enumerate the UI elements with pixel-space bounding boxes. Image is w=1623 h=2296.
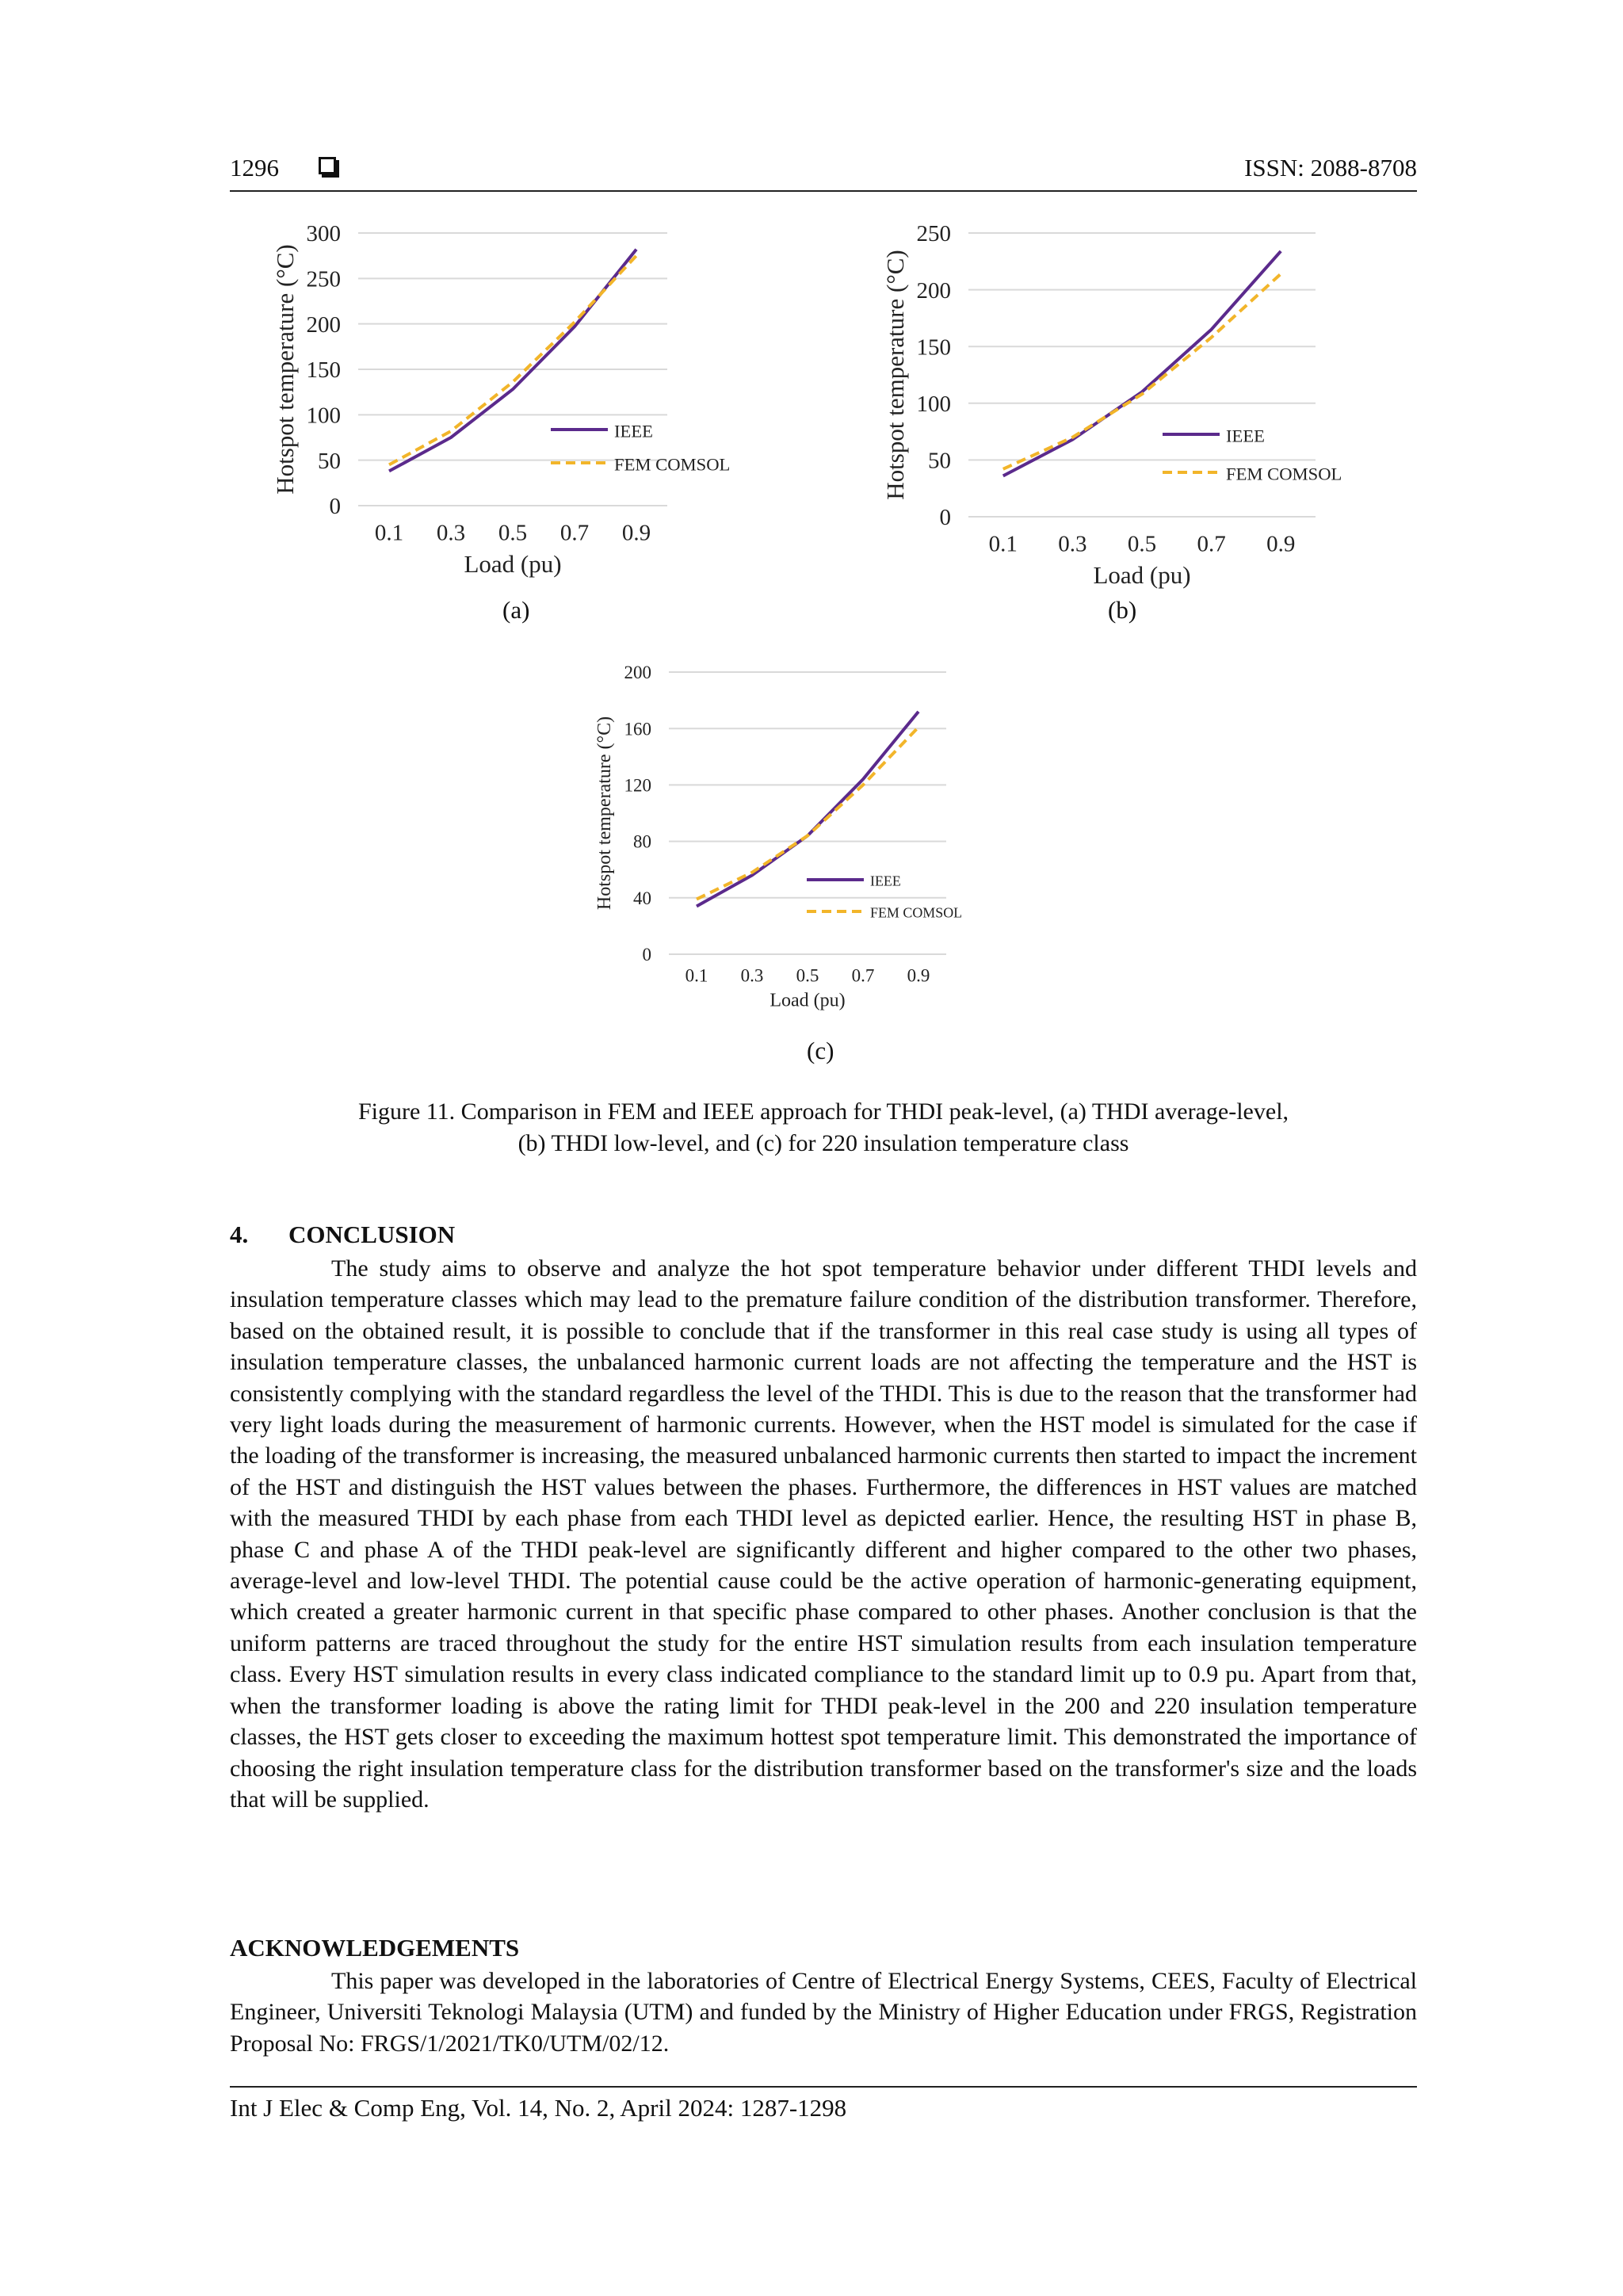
footer-citation: Int J Elec & Comp Eng, Vol. 14, No. 2, April 2024: 1287-1298 [230, 2094, 847, 2122]
legend-label: FEM COMSOL [614, 454, 731, 475]
y-tick-label: 80 [633, 831, 651, 852]
legend-label: IEEE [870, 873, 901, 889]
x-tick-label: 0.1 [988, 531, 1018, 557]
acknowledgements-paragraph: This paper was developed in the laboratories of Centre of Electrical Energy Systems, CEES, Faculty of Electrical Engineer, Universiti Teknologi Malaysia (UTM) and funded by the Ministry of Higher Education under FRGS, Registration Proposal No: FRGS/1/2021/TK0/UTM/02/12. [230, 1968, 1417, 2057]
series-line-fem-comsol [389, 256, 636, 465]
y-tick-label: 150 [306, 357, 341, 384]
x-tick-label: 0.3 [1058, 531, 1087, 557]
figure-caption-line2: (b) THDI low-level, and (c) for 220 insulation temperature class [517, 1130, 1129, 1156]
x-axis-title: Load (pu) [1093, 560, 1191, 589]
acknowledgements-heading: ACKNOWLEDGEMENTS [230, 1934, 520, 1962]
y-tick-label: 250 [916, 221, 951, 247]
page-number: 1296 [230, 154, 279, 181]
chart-b-label: (b) [1108, 596, 1137, 624]
legend-label: FEM COMSOL [870, 904, 963, 921]
page-header [230, 154, 1417, 192]
chart-c-label: (c) [807, 1037, 834, 1064]
y-tick-label: 40 [633, 888, 651, 908]
square-bullet-icon [319, 157, 336, 174]
y-tick-label: 120 [624, 775, 651, 796]
y-axis-title: Hotspot temperature (°C) [271, 244, 299, 495]
conclusion-paragraph: The study aims to observe and analyze the hot spot temperature behavior under different THDI levels and insulation temperature classes which may lead to the premature failure condition of the distribution transformer. Therefore, based on the obtained result, it is possible to conclude that if the transformer in this real case study is using all types of insulation temperature classes, the unbalanced harmonic current loads are not affecting the temperature and the HST is consistently complying with the standard regardless the level of the THDI. This is due to the reason that the transformer had very light loads during the measurement of harmonic currents. However, when the HST model is simulated for the case if the loading of the transformer is increasing, the measured unbalanced harmonic currents then started to impact the increment of the HST and distinguish the HST values between the phases. Furthermore, the differences in HST values are matched with the measured THDI by each phase from each THDI level as depicted earlier. Hence, the resulting HST in phase B, phase C and phase A of the THDI peak-level are significantly different and higher compared to the other two phases, average-level and low-level THDI. The potential cause could be the active operation of harmonic-generating equipment, which created a greater harmonic current in that specific phase compared to other phases. Another conclusion is that the uniform patterns are traced throughout the study for the entire HST simulation results from each insulation temperature class. Every HST simulation results in every class indicated compliance to the standard limit up to 0.9 pu. Apart from that, when the transformer loading is above the rating limit for THDI peak-level in the 200 and 220 insulation temperature classes, the HST gets closer to exceeding the maximum hottest spot temperature limit. This demonstrated the importance of choosing the right insulation temperature class for the distribution transformer based on the transformer's size and the loads that will be supplied. [230, 1255, 1417, 1813]
x-axis-title: Load (pu) [769, 990, 846, 1011]
y-axis-title: Hotspot temperature (°C) [881, 250, 909, 500]
chart-a-label: (a) [502, 596, 530, 624]
y-tick-label: 0 [642, 945, 651, 965]
x-tick-label: 0.3 [436, 520, 466, 546]
y-tick-label: 160 [624, 719, 651, 739]
x-tick-label: 0.1 [374, 520, 404, 546]
x-tick-label: 0.7 [559, 520, 590, 546]
y-tick-label: 100 [916, 391, 951, 417]
chart-c [586, 658, 1062, 1038]
x-tick-label: 0.1 [685, 965, 708, 986]
x-tick-label: 0.9 [1266, 531, 1296, 557]
y-tick-label: 0 [329, 494, 341, 520]
figure-caption [230, 1096, 1417, 1159]
y-tick-label: 200 [916, 277, 951, 304]
x-tick-label: 0.9 [621, 520, 651, 546]
section-title: CONCLUSION [288, 1221, 456, 1248]
issn: ISSN: 2088-8708 [1244, 154, 1417, 181]
x-tick-label: 0.5 [1127, 531, 1157, 557]
y-tick-label: 50 [318, 448, 341, 474]
y-tick-label: 200 [624, 663, 651, 683]
y-tick-label: 200 [306, 311, 341, 338]
section-number: 4. [230, 1221, 249, 1248]
y-axis-title: Hotspot temperature (°C) [594, 716, 615, 911]
conclusion-heading [230, 1221, 455, 1249]
page-footer [230, 2086, 1417, 2122]
y-tick-label: 100 [306, 403, 341, 429]
x-tick-label: 0.7 [851, 965, 875, 986]
y-tick-label: 250 [306, 266, 341, 292]
x-axis-title: Load (pu) [464, 549, 562, 578]
x-tick-label: 0.7 [1197, 531, 1226, 557]
legend-label: IEEE [614, 421, 653, 441]
legend-label: IEEE [1226, 426, 1265, 446]
legend-label: FEM COMSOL [1226, 464, 1342, 484]
chart-a [269, 214, 792, 594]
figure-caption-line1: Figure 11. Comparison in FEM and IEEE approach for THDI peak-level, (a) THDI average-level, [357, 1098, 1289, 1125]
y-tick-label: 50 [928, 448, 951, 474]
x-tick-label: 0.5 [796, 965, 819, 986]
series-line-ieee [389, 250, 636, 472]
x-tick-label: 0.5 [498, 520, 528, 546]
y-tick-label: 0 [939, 505, 951, 531]
y-tick-label: 300 [306, 221, 341, 247]
chart-b [880, 214, 1403, 594]
x-tick-label: 0.3 [740, 965, 764, 986]
y-tick-label: 150 [916, 334, 951, 361]
x-tick-label: 0.9 [907, 965, 930, 986]
